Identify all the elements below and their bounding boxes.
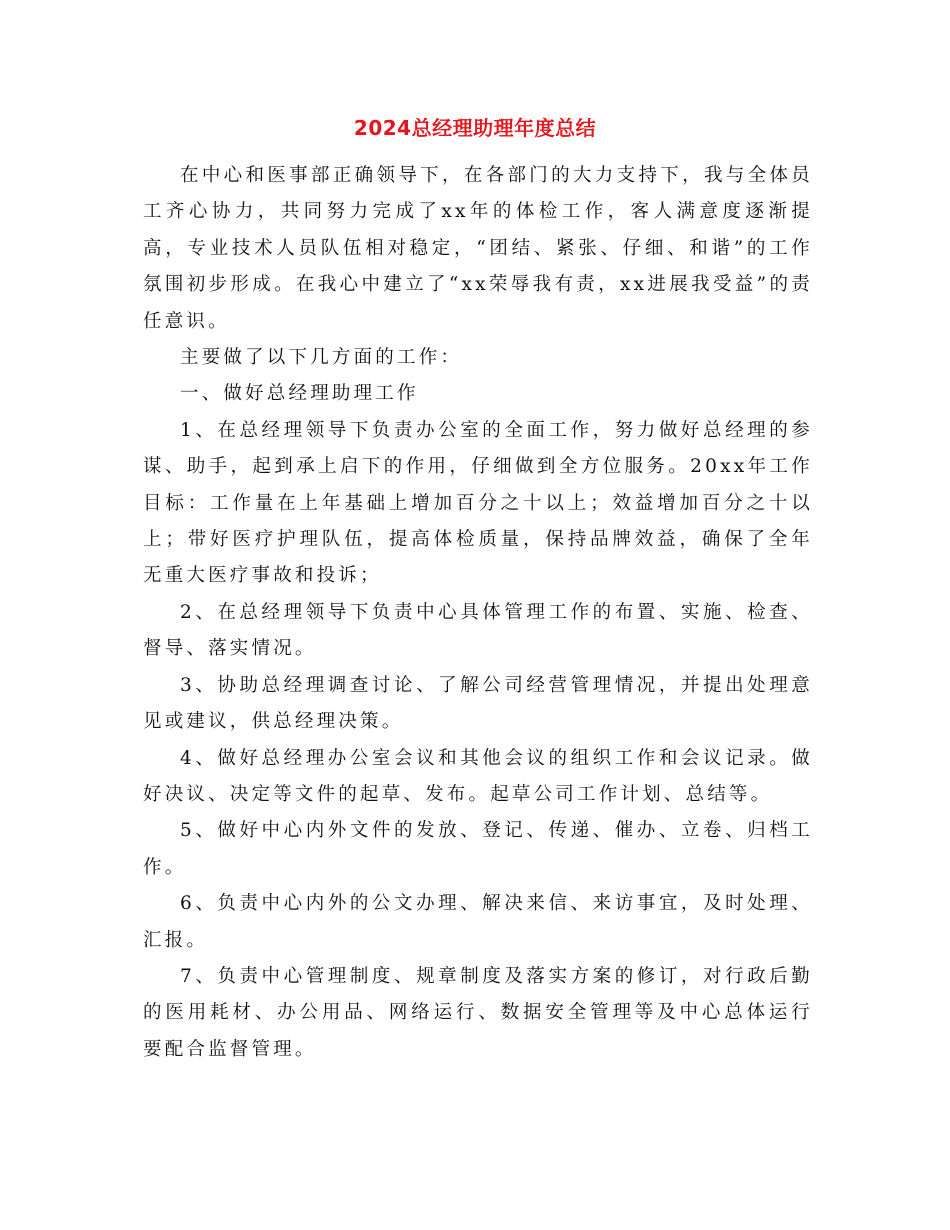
paragraph-item-7: 7、负责中心管理制度、规章制度及落实方案的修订，对行政后勤的医用耗材、办公用品、网络运行、数据安全管理等及中心总体运行要配合监督管理。 [143, 965, 813, 1060]
section-heading-assistant-work: 一、做好总经理助理工作 [180, 383, 419, 405]
paragraph-item-2: 2、在总经理领导下负责中心具体管理工作的布置、实施、检查、督导、落实情况。 [143, 601, 813, 660]
paragraph-item-6: 6、负责中心内外的公文办理、解决来信、来访事宜，及时处理、汇报。 [143, 893, 813, 951]
paragraph-item-3: 3、协助总经理调查讨论、了解公司经营管理情况，并提出处理意见或建议，供总经理决策。 [143, 674, 813, 733]
document-body [143, 158, 813, 1068]
document-title: 2024总经理助理年度总结 [353, 116, 597, 140]
paragraph-item-5: 5、做好中心内外文件的发放、登记、传递、催办、立卷、归档工作。 [143, 820, 813, 878]
paragraph-intro: 在中心和医事部正确领导下，在各部门的大力支持下，我与全体员工齐心协力，共同努力完成了xx年的体检工作，客人满意度逐渐提高，专业技术人员队伍相对稳定，“团结、紧张、仔细、和谐”的工作氛围初步形成。在我心中建立了“xx荣辱我有责，xx进展我受益”的责任意识。 [143, 165, 813, 332]
paragraph-item-4: 4、做好总经理办公室会议和其他会议的组织工作和会议记录。做好决议、决定等文件的起草、发布。起草公司工作计划、总结等。 [143, 747, 813, 805]
paragraph-work-overview: 主要做了以下几方面的工作： [180, 347, 463, 369]
paragraph-item-1: 1、在总经理领导下负责办公室的全面工作，努力做好总经理的参谋、助手，起到承上启下的作用，仔细做到全方位服务。20xx年工作目标：工作量在上年基础上增加百分之十以上；效益增加百分之十以上；带好医疗护理队伍，提高体检质量，保持品牌效益，确保了全年无重大医疗事故和投诉； [143, 419, 813, 587]
